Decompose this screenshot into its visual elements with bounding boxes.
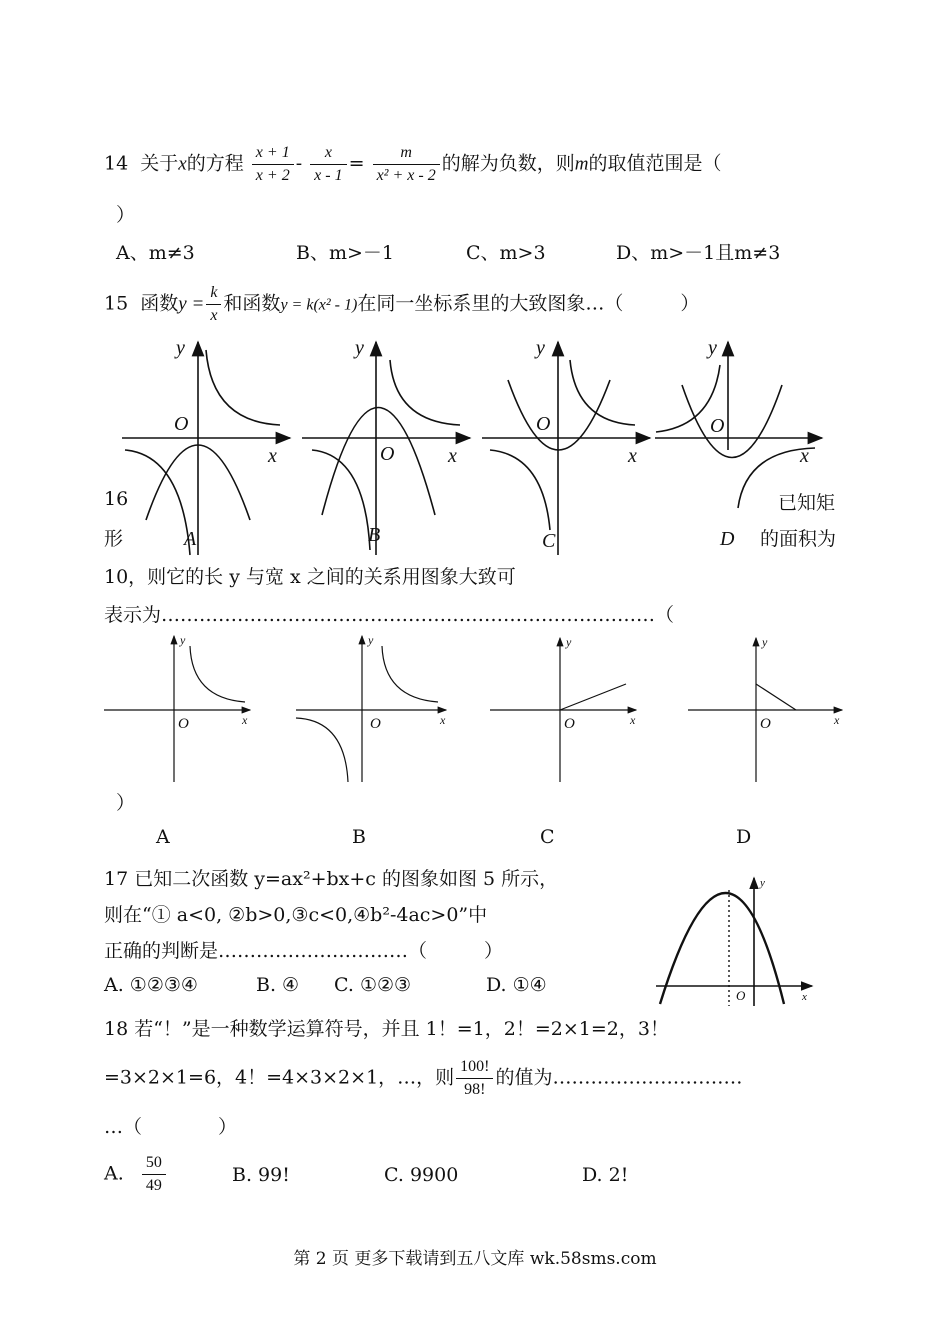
q15-a-x-label: x (268, 445, 277, 467)
svg-text:O: O (564, 716, 575, 732)
q15-c-y-label: y (536, 337, 545, 359)
q15-d-y-label: y (708, 337, 717, 359)
q15-c-origin: O (536, 413, 551, 435)
q16-graphs (100, 632, 850, 792)
q18-text-1: 18 若“！”是一种数学运算符号，并且 1！=1，2！=2×1=2，3！ (104, 1018, 669, 1040)
q16-close: ） (116, 792, 136, 814)
q15-d-x-label: x (800, 445, 809, 467)
q16-text-2: 形 (104, 528, 124, 550)
svg-text:O: O (370, 716, 381, 732)
q16-text-3: 的面积为 (760, 528, 837, 550)
q16-graph-c (490, 638, 636, 782)
q14-option-c: C、m>3 (466, 242, 546, 264)
q18-option-b: B. 99! (232, 1164, 290, 1186)
q14-stem: 14 关于x的方程 $\frac{x + 1}{x + 2}$ - $\frac{x}{x - 1}$ = $\frac{m}{\text{x² + x - 2}}$ 的解为负数，则m的取值范围是（ (104, 142, 721, 187)
svg-text:y: y (566, 635, 572, 649)
q18-fraction: $\frac{100!}{98!}$ (456, 1056, 493, 1101)
q18-text-2: =3×2×1=6，4！=4×3×2×1，…，则 $\frac{100!}{98!}$ 的值为………………………… (104, 1056, 743, 1101)
q17-option-b: B. ④ (256, 974, 300, 996)
q16-label-a: A (156, 826, 170, 848)
q15-graph-d (655, 342, 822, 508)
q17-text-1: 17 已知二次函数 y=ax²+bx+c 的图象如图 5 所示， (104, 868, 559, 890)
q16-graph-a (104, 636, 250, 782)
q15-a-y-label: y (176, 337, 185, 359)
q14-option-d: D、m>－1且m≠3 (616, 242, 781, 264)
svg-text:O: O (178, 716, 189, 732)
q15-fraction: $\frac{k}{x}$ (206, 282, 221, 327)
svg-text:x: x (440, 713, 446, 727)
q18-option-a: A. $\frac{50}{49}$ (104, 1152, 168, 1197)
q16-text-4: 10，则它的长 y 与宽 x 之间的关系用图象大致可 (104, 566, 516, 588)
q16-label-b: B (352, 826, 366, 848)
q18-option-d: D. 2! (582, 1164, 629, 1186)
q16-label-c: C (540, 826, 555, 848)
svg-text:O: O (760, 716, 771, 732)
q16-label-d: D (736, 826, 752, 848)
q14-close: ） (116, 204, 136, 226)
svg-text:x: x (802, 991, 807, 1003)
q14-fraction-2: $\frac{x}{x - 1}$ (310, 142, 346, 187)
q18-option-a-fraction: $\frac{50}{49}$ (142, 1152, 166, 1197)
q15-label-b: B (368, 524, 381, 546)
q14-option-b: B、m>－1 (296, 242, 394, 264)
q15-a-origin: O (174, 413, 189, 435)
q15-c-x-label: x (628, 445, 637, 467)
q14-option-a: A、m≠3 (116, 242, 195, 264)
q15-graph-c (482, 342, 650, 555)
q18-text-3: …（ ） (104, 1116, 238, 1138)
svg-text:y: y (180, 633, 186, 647)
q15-d-origin: O (710, 415, 725, 437)
q16-graph-d (688, 638, 842, 782)
q15-b-x-label: x (448, 445, 457, 467)
q17-option-c: C. ①②③ (334, 974, 412, 996)
svg-text:y: y (762, 635, 768, 649)
svg-text:x: x (834, 713, 840, 727)
q17-parabola-figure (652, 872, 822, 1012)
q16-graph-b (296, 636, 446, 782)
q14-fraction-1: $\frac{x + 1}{x + 2}$ (252, 142, 294, 187)
svg-text:O: O (736, 988, 746, 1003)
q17-text-3: 正确的判断是…………………………（ ） (104, 940, 504, 962)
q15-label-c: C (542, 530, 556, 552)
q15-graph-a (122, 342, 290, 555)
q18-option-c: C. 9900 (384, 1164, 459, 1186)
q15-stem: 15 函数y = $\frac{k}{x}$ 和函数y = k(x² - 1)在同一坐标系里的大致图象…（ ） (104, 282, 699, 327)
q16-number: 16 (104, 488, 129, 510)
q17-text-2: 则在“① a<0, ②b>0,③c<0,④b²-4ac>0”中 (104, 904, 488, 926)
svg-text:y: y (368, 633, 374, 647)
q17-option-d: D. ①④ (486, 974, 547, 996)
svg-text:x: x (630, 713, 636, 727)
q17-option-a: A. ①②③④ (104, 974, 198, 996)
svg-text:x: x (242, 713, 248, 727)
q15-label-a: A (184, 528, 197, 550)
svg-text:y: y (760, 877, 765, 889)
q15-b-origin: O (380, 443, 395, 465)
page-footer: 第 2 页 更多下载请到五八文库 wk.58sms.com (293, 1249, 657, 1269)
q14-fraction-3: $\frac{m}{\text{x² + x - 2}}$ (373, 142, 440, 187)
q16-text-5: 表示为……………………………………………………………………（ (104, 604, 675, 626)
q15-label-d: D (720, 528, 735, 550)
q15-graphs (100, 330, 840, 560)
q15-b-y-label: y (355, 337, 364, 359)
q16-text-1: 已知矩 (778, 492, 836, 514)
